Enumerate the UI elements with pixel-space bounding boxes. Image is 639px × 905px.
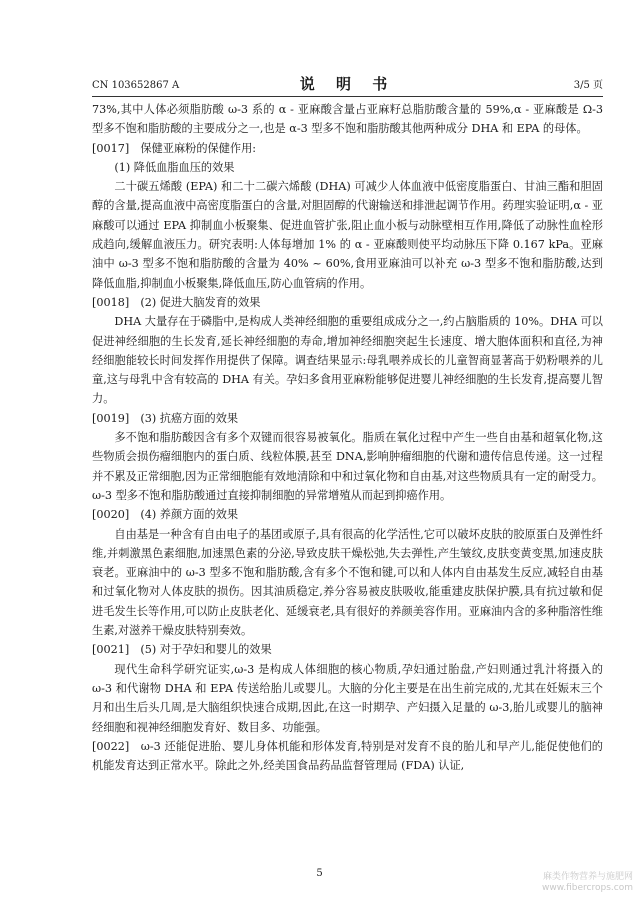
header-rule [92,96,603,97]
paragraph-brain: DHA 大量存在于磷脂中,是构成人类神经细胞的重要组成成分之一,约占脑脂质的 10%。DHA 可以促进神经细胞的生长发育,延长神经细胞的寿命,增加神经细胞突起生长速度、增大胞体面积和直径,为神经细胞能较长时间发挥作用提供了保障。调查结果显示:母乳喂养成长的儿童智商显著高于奶粉喂养的儿童,这与母乳中含有较高的 DHA 有关。孕妇多食用亚麻粉能够促进婴儿神经细胞的生长发育,提高婴儿智力。 [92,315,603,406]
section-0020: [0020] (4) 养颜方面的效果 [92,508,239,522]
paragraph-pregnancy: 现代生命科学研究证实,ω-3 是构成人体细胞的核心物质,孕妇通过胎盘,产妇则通过乳汁将摄入的 ω-3 和代谢物 DHA 和 EPA 传送给胎儿或婴儿。大脑的分化主要是在出生前完成的,尤其在妊娠末三个月和出生后头几周,是大脑组织快速合成期,因此,在这一时期孕、产妇摄入足量的 ω-3,胎儿或婴儿的脑神经细胞和视神经细胞发育好、数目多、功能强。 [92,662,603,734]
section-0021: [0021] (5) 对于孕妇和婴儿的效果 [92,643,272,657]
paragraph-continuation: 73%,其中人体必须脂肪酸 ω-3 系的 α - 亚麻酸含量占亚麻籽总脂肪酸含量的 59%,α - 亚麻酸是 Ω-3 型多不饱和脂肪酸的主要成分之一,也是 α-3 型多不饱和脂肪酸其他两种成分 DHA 和 EPA 的母体。 [92,103,603,136]
watermark-line-1: 麻类作物营养与施肥网 [542,872,633,882]
section-0022: [0022] ω-3 还能促进胎、婴儿身体机能和形体发育,特别是对发育不良的胎儿和早产儿,能促使他们的机能发育达到正常水平。除此之外,经美国食品药品监督管理局 (FDA) 认证, [92,739,603,773]
section-0018: [0018] (2) 促进大脑发育的效果 [92,295,261,309]
watermark-line-2: www.fibercrops.com [542,883,633,893]
document-title: 说 明 书 [299,75,396,93]
page-number: 5 [316,868,323,879]
paragraph-beauty: 自由基是一种含有自由电子的基团或原子,具有很高的化学活性,它可以破坏皮肤的胶原蛋白及弹性纤维,并刺激黑色素细胞,加速黑色素的分泌,导致皮肤干燥松弛,失去弹性,产生皱纹,皮肤变黄变黑,加速皮肤衰老。亚麻油中的 ω-3 型多不饱和脂肪酸,含有多个不饱和键,可以和人体内自由基发生反应,减轻自由基和过氧化物对人体皮肤的损伤。因其油质稳定,养分容易被皮肤吸收,能重建皮肤保护膜,具有抗过敏和促进毛发生长等作用,可以防止皮肤老化、延缓衰老,具有很好的养颜美容作用。亚麻油内含的多种脂溶性维生素,对滋养干燥皮肤特别奏效。 [92,527,603,638]
paragraph-anticancer: 多不饱和脂肪酸因含有多个双键而很容易被氧化。脂质在氧化过程中产生一些自由基和超氧化物,这些物质会损伤瘤细胞内的蛋白质、线粒体膜,甚至 DNA,影响肿瘤细胞的代谢和遗传信息传递。这一过程并不累及正常细胞,因为正常细胞能有效地清除和中和过氧化物和自由基,对这些物质具有一定的耐受力。ω-3 型多不饱和脂肪酸通过直接抑制细胞的异常增殖从而起到抑癌作用。 [92,431,603,502]
section-0019: [0019] (3) 抗癌方面的效果 [92,411,239,425]
patent-number: CN 103652867 A [92,80,180,91]
document-body [92,100,603,775]
page-header [92,76,603,96]
watermark [542,872,633,894]
page-indicator: 3/5 页 [573,80,603,91]
paragraph-blood-lipid: 二十碳五烯酸 (EPA) 和二十二碳六烯酸 (DHA) 可减少人体血液中低密度脂蛋白、甘油三酯和胆固醇的含量,提高血液中高密度脂蛋白的含量,对胆固醇的代谢输送和排泄起调节作用。药理实验证明,α - 亚麻酸可以通过 EPA 抑制血小板聚集、促进血管扩张,阻止血小板与动脉壁相互作用,降低了动脉性血栓形成趋向,缓解血液压力。研究表明:人体每增加 1% 的 α - 亚麻酸则使平均动脉压下降 0.167 kPa。亚麻油中 ω-3 型多不饱和脂肪酸的含量为 40% ~ 60%,食用亚麻油可以补充 ω-3 型多不饱和脂肪酸,达到降低血脂,抑制血小板聚集,降低血压,防心血管病的作用。 [92,180,603,290]
subheading-blood-lipid: (1) 降低血脂血压的效果 [114,160,235,174]
section-0017: [0017] 保健亚麻粉的保健作用: [92,141,257,155]
